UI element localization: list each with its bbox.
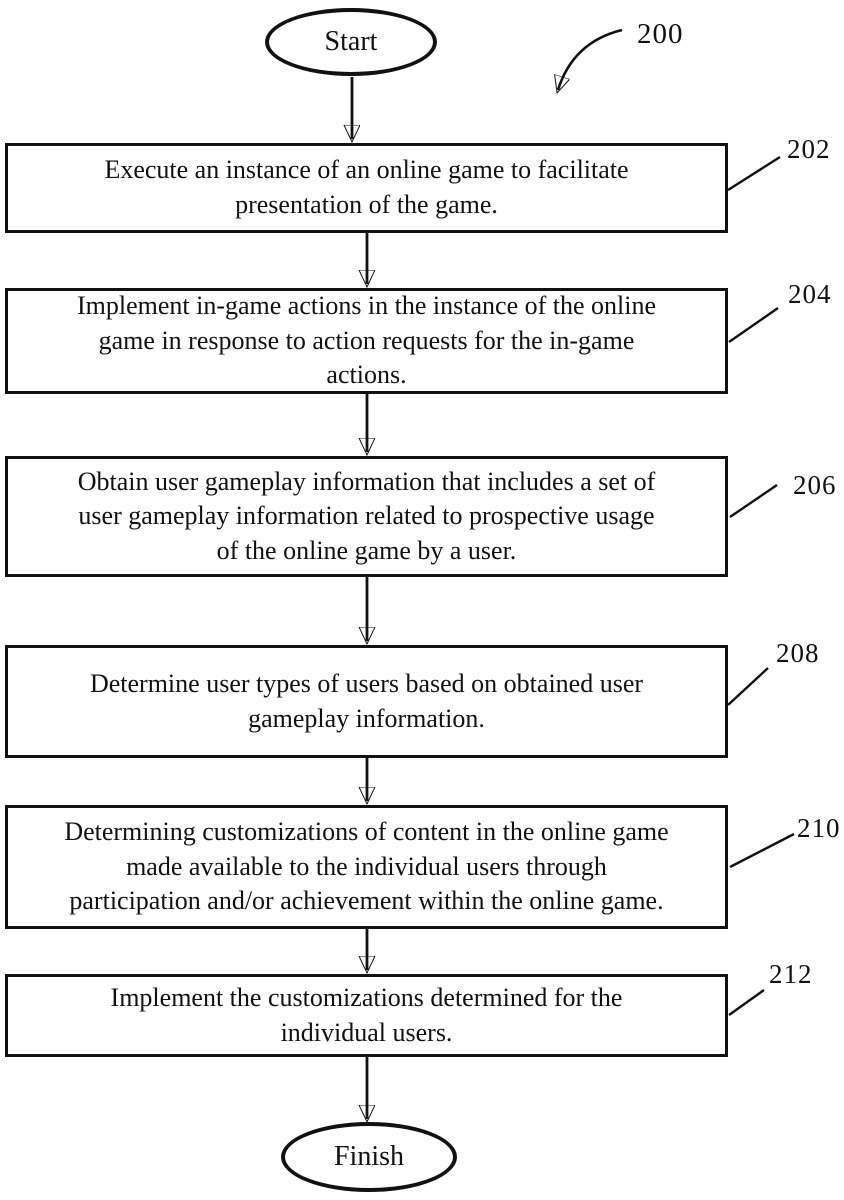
finish-node <box>281 1122 457 1192</box>
ref-label-204: 204 <box>788 279 832 309</box>
step-box-212 <box>5 974 728 1057</box>
step-text-210: Determining customizations of content in the online game made available to the individual users through participation and/or achievement within the online game. <box>64 817 669 916</box>
figure-number-arrow <box>558 30 622 90</box>
ref-label-208: 208 <box>776 638 820 668</box>
leader-line-212 <box>729 990 764 1015</box>
step-text-202: Execute an instance of an online game to facilitate presentation of the game. <box>104 155 629 219</box>
ref-label-210: 210 <box>797 813 841 843</box>
ref-label-202: 202 <box>787 134 831 164</box>
step-box-208 <box>5 645 728 758</box>
step-box-202 <box>5 143 728 233</box>
start-label: Start <box>324 26 378 57</box>
leader-line-202 <box>728 157 780 190</box>
ref-label-212: 212 <box>769 959 813 989</box>
ref-label-206: 206 <box>793 470 837 500</box>
start-node <box>265 8 437 76</box>
leader-line-204 <box>729 308 778 342</box>
leader-line-208 <box>728 668 768 705</box>
step-box-206 <box>5 456 728 577</box>
figure-number-label: 200 <box>637 18 684 50</box>
leader-line-206 <box>730 485 777 517</box>
leader-line-210 <box>730 834 794 867</box>
step-box-210 <box>5 805 728 929</box>
step-text-208: Determine user types of users based on obtained user gameplay information. <box>89 668 644 733</box>
finish-label: Finish <box>333 1141 405 1172</box>
step-text-212: Implement the customizations determined for the individual users. <box>110 982 623 1047</box>
step-text-204: Implement in-game actions in the instance of the online game in response to action requests for the in-game actions. <box>76 291 657 390</box>
step-text-206: Obtain user gameplay information that includes a set of user gameplay information related to prospective usage of the online game by a user. <box>77 466 656 565</box>
step-box-204 <box>5 288 728 394</box>
